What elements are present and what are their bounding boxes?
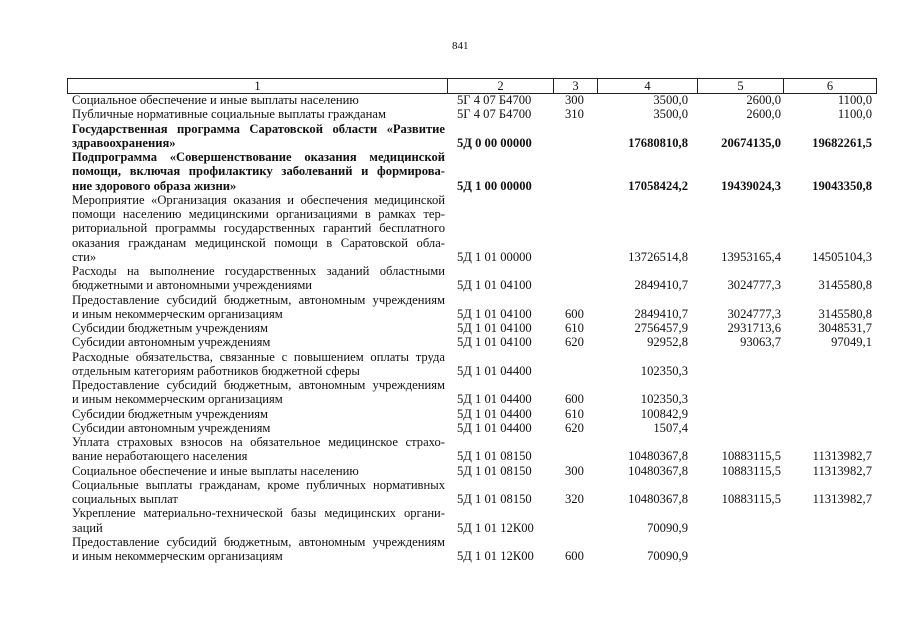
row-code: 5Д 1 01 04400 [457, 363, 532, 378]
table-row [72, 535, 872, 564]
row-amount-col5: 2931713,6 [727, 321, 781, 335]
row-description [72, 122, 445, 151]
table-row [72, 321, 872, 335]
row-expense-type: 610 [565, 406, 584, 421]
row-amount-col5: 93063,7 [740, 335, 781, 350]
row-amount-col5: 10883115,5 [721, 463, 781, 478]
row-amount-col6: 3048531,7 [818, 321, 872, 335]
row-amount-col4: 3500,0 [653, 107, 688, 122]
header-col-6: 6 [826, 79, 834, 93]
row-description [72, 506, 445, 535]
row-amount-col6: 14505104,3 [812, 249, 872, 264]
row-amount-col4: 17058424,2 [628, 178, 688, 193]
row-amount-col5: 20674135,0 [721, 135, 781, 150]
description-line: Социальное обеспечение и иные выплаты населению [72, 93, 359, 107]
row-description [72, 535, 445, 564]
row-code: 5Д 1 01 12К00 [457, 520, 534, 535]
description-line: оказания гражданам медицинской помощи в Саратовской обла- [72, 235, 445, 250]
row-expense-type: 600 [565, 306, 584, 321]
row-amount-col4: 10480367,8 [628, 492, 688, 506]
row-amount-col5: 19439024,3 [721, 178, 781, 193]
table-row [72, 506, 872, 535]
row-amount-col4: 3500,0 [653, 93, 688, 107]
row-code: 5Д 1 01 04100 [457, 306, 532, 321]
row-amount-col4: 102350,3 [640, 363, 688, 378]
row-code: 5Г 4 07 Б4700 [457, 93, 532, 107]
row-code: 5Д 1 01 04400 [457, 420, 532, 435]
row-description [72, 150, 445, 193]
row-description [72, 335, 445, 349]
row-amount-col6: 3145580,8 [818, 306, 872, 321]
row-expense-type: 320 [565, 492, 584, 506]
row-code: 5Д 1 01 04100 [457, 335, 532, 350]
description-line: сти» [72, 249, 97, 264]
row-code: 5Д 1 01 04400 [457, 392, 532, 407]
description-line: и иным некоммерческим организациям [72, 306, 283, 321]
description-line: Социальные выплаты гражданам, кроме публичных нормативных [72, 477, 445, 492]
row-expense-type: 610 [565, 321, 584, 335]
row-description [72, 435, 445, 464]
row-amount-col4: 17680810,8 [628, 135, 688, 150]
row-amount-col6: 19682261,5 [812, 135, 872, 150]
row-amount-col4: 100842,9 [640, 406, 688, 421]
row-code: 5Д 1 01 08150 [457, 492, 532, 506]
table-row [72, 335, 872, 349]
row-description [72, 407, 445, 421]
row-code: 5Д 1 01 04400 [457, 406, 532, 421]
table-row [72, 478, 872, 507]
row-code: 5Д 1 01 04100 [457, 321, 532, 335]
row-amount-col6: 97049,1 [831, 335, 872, 350]
table-header [67, 78, 877, 94]
description-line: отдельным категориям работников бюджетной сферы [72, 363, 360, 378]
description-line: Субсидии автономным учреждениям [72, 420, 271, 435]
row-code: 5Г 4 07 Б4700 [457, 107, 532, 122]
row-amount-col5: 3024777,3 [727, 278, 781, 293]
table-row [72, 93, 872, 107]
table-row [72, 407, 872, 421]
row-amount-col6: 1100,0 [837, 107, 872, 122]
description-line: Публичные нормативные социальные выплаты гражданам [72, 107, 386, 122]
row-amount-col4: 92952,8 [647, 335, 688, 350]
row-description [72, 293, 445, 322]
header-col-2: 2 [448, 79, 554, 93]
header-col-5: 5 [698, 79, 784, 93]
row-amount-col6: 1100,0 [837, 93, 872, 107]
row-amount-col5: 13953165,4 [721, 249, 781, 264]
description-line: здравоохранения» [72, 135, 176, 150]
description-line: Предоставление субсидий бюджетным, автономным учреждениям [72, 534, 445, 549]
row-amount-col4: 13726514,8 [628, 249, 688, 264]
row-amount-col5: 10883115,5 [721, 492, 781, 506]
row-description [72, 264, 445, 293]
row-amount-col6: 19043350,8 [812, 178, 872, 193]
table-body [72, 93, 872, 563]
row-amount-col5: 10883115,5 [721, 449, 781, 464]
row-amount-col4: 10480367,8 [628, 449, 688, 464]
row-expense-type: 620 [565, 420, 584, 435]
row-description [72, 350, 445, 379]
row-description [72, 93, 445, 107]
table-row [72, 193, 872, 264]
table-row [72, 350, 872, 379]
row-amount-col4: 2849410,7 [634, 306, 688, 321]
row-amount-col6: 11313982,7 [812, 463, 872, 478]
row-amount-col4: 2756457,9 [634, 321, 688, 335]
row-code: 5Д 1 01 04100 [457, 278, 532, 293]
row-description [72, 193, 445, 264]
table-row [72, 122, 872, 151]
table-row [72, 421, 872, 435]
page-number: 841 [452, 40, 469, 52]
row-expense-type: 600 [565, 549, 584, 563]
row-description [72, 464, 445, 478]
header-col-3: 3 [554, 79, 598, 93]
row-amount-col4: 70090,9 [647, 520, 688, 535]
description-line: Предоставление субсидий бюджетным, автономным учреждениям [72, 292, 445, 307]
table-row [72, 107, 872, 121]
row-amount-col5: 3024777,3 [727, 306, 781, 321]
table-row [72, 435, 872, 464]
table-row [72, 264, 872, 293]
row-description [72, 107, 445, 121]
table-row [72, 464, 872, 478]
description-line: риториальной программы государственных гарантий бесплатного [72, 221, 445, 236]
row-code: 5Д 0 00 00000 [457, 135, 532, 150]
description-line: бюджетными и автономными учреждениями [72, 278, 313, 293]
row-code: 5Д 1 01 08150 [457, 449, 532, 464]
row-code: 5Д 1 01 12К00 [457, 549, 534, 563]
row-description [72, 421, 445, 435]
description-line: Укрепление материально-технической базы медицинских органи- [72, 506, 445, 521]
description-line: Расходы на выполнение государственных заданий областными [72, 264, 445, 278]
description-line: Расходные обязательства, связанные с повышением оплаты труда [72, 349, 445, 364]
description-line: Мероприятие «Организация оказания и обеспечения медицинской [72, 192, 445, 207]
row-amount-col6: 11313982,7 [812, 449, 872, 464]
description-line: Субсидии бюджетным учреждениям [72, 406, 268, 421]
row-amount-col6: 3145580,8 [818, 278, 872, 293]
row-amount-col4: 102350,3 [640, 392, 688, 407]
description-line: ние здорового образа жизни» [72, 178, 237, 193]
description-line: вание неработающего населения [72, 449, 248, 464]
description-line: заций [72, 520, 103, 535]
row-amount-col4: 1507,4 [653, 420, 688, 435]
row-expense-type: 310 [565, 107, 584, 122]
description-line: и иным некоммерческим организациям [72, 392, 283, 407]
description-line: Субсидии автономным учреждениям [72, 335, 271, 350]
description-line: Подпрограмма «Совершенствование оказания медицинской [72, 150, 445, 164]
header-col-1: 1 [68, 79, 448, 93]
header-col-4: 4 [598, 79, 698, 93]
description-line: помощи населению медицинскими организациями в рамках тер- [72, 207, 445, 221]
row-amount-col4: 10480367,8 [628, 463, 688, 478]
description-line: Уплата страховых взносов на обязательное медицинское страхо- [72, 435, 445, 449]
row-code: 5Д 1 00 00000 [457, 178, 532, 193]
row-description [72, 321, 445, 335]
description-line: помощи, включая профилактику заболеваний и формирова- [72, 164, 445, 179]
description-line: Предоставление субсидий бюджетным, автономным учреждениям [72, 378, 445, 392]
table-row [72, 150, 872, 193]
description-line: Субсидии бюджетным учреждениям [72, 321, 268, 335]
row-expense-type: 300 [565, 93, 584, 107]
row-code: 5Д 1 01 00000 [457, 249, 532, 264]
row-expense-type: 600 [565, 392, 584, 407]
row-amount-col4: 70090,9 [647, 549, 688, 563]
row-expense-type: 300 [565, 463, 584, 478]
table-row [72, 378, 872, 407]
description-line: Социальное обеспечение и иные выплаты населению [72, 463, 359, 478]
row-amount-col6: 11313982,7 [812, 492, 872, 506]
row-amount-col4: 2849410,7 [634, 278, 688, 293]
row-amount-col5: 2600,0 [746, 107, 781, 122]
row-expense-type: 620 [565, 335, 584, 350]
row-description [72, 378, 445, 407]
description-line: Государственная программа Саратовской области «Развитие [72, 121, 445, 136]
row-description [72, 478, 445, 507]
description-line: социальных выплат [72, 492, 178, 506]
row-code: 5Д 1 01 08150 [457, 463, 532, 478]
table-row [72, 293, 872, 322]
description-line: и иным некоммерческим организациям [72, 549, 283, 563]
row-amount-col5: 2600,0 [746, 93, 781, 107]
